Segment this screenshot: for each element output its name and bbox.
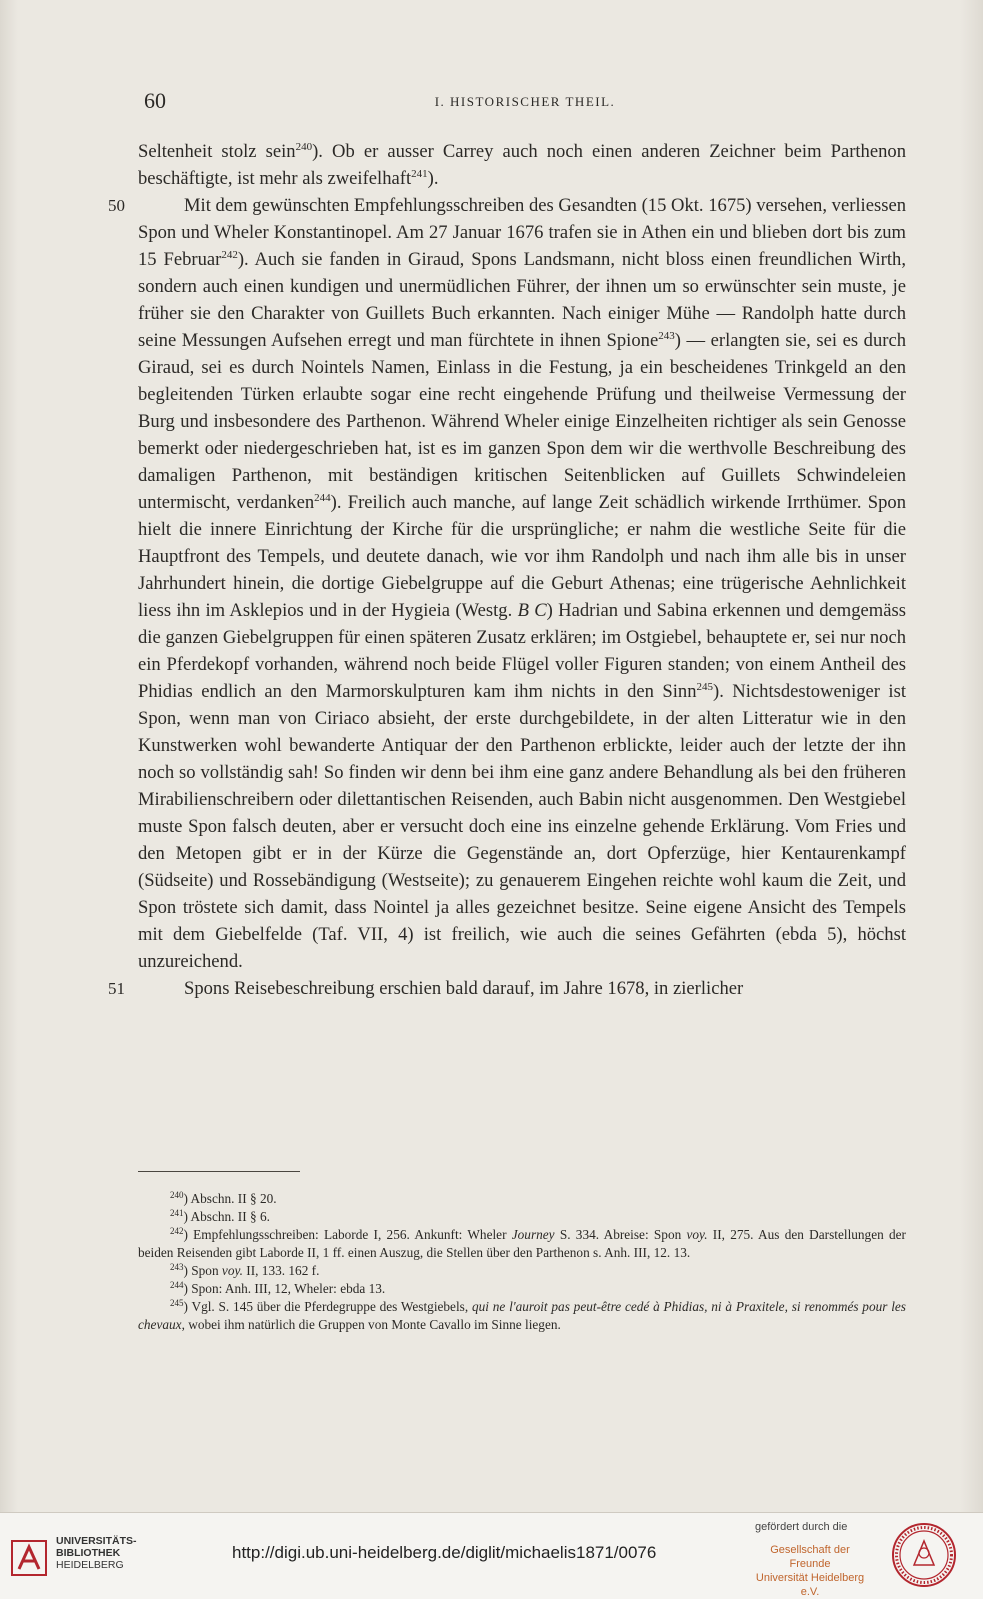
- permalink-url[interactable]: http://digi.ub.uni-heidelberg.de/diglit/michaelis1871/0076: [232, 1543, 657, 1562]
- footnote: $^{242}$) Empfehlungsschreiben: Laborde I, 256. Ankunft: Wheler Journey S. 334. Abreise: Spon voy. II, 275. Aus den Darstellungen der beiden Reisenden gibt Laborde II, 1 ff. einen Auszug, die Stellen über den Parthenon s. Anh. III, 12. 13.: [138, 1226, 906, 1260]
- paragraph: [108, 975, 906, 1002]
- footnote: $^{240}$) Abschn. II § 20.: [170, 1190, 277, 1206]
- running-head: I. HISTORISCHER THEIL.: [434, 94, 616, 109]
- logo-line: BIBLIOTHEK: [56, 1547, 121, 1559]
- footnotes: [138, 1190, 906, 1334]
- footnote-rule: [138, 1171, 300, 1172]
- logo-line: UNIVERSITÄTS-: [56, 1535, 137, 1547]
- footnote: $^{243}$) Spon voy. II, 133. 162 f.: [170, 1262, 320, 1278]
- paragraph: [108, 192, 906, 975]
- sponsor-name[interactable]: [750, 1543, 870, 1599]
- margin-number: 51: [108, 979, 125, 998]
- sponsor-label: gefördert durch die: [755, 1521, 848, 1533]
- body-text: [108, 138, 906, 1002]
- paragraph-text: Mit dem gewünschten Empfehlungsschreiben des Gesandten (15 Okt. 1675) versehen, verliessen Spon und Wheler Konstantinopel. Am 27 Januar 1676 trafen sie in Athen ein und blieben dort bis zum 15 Februar$^{242}$). Auch sie fanden in Giraud, Spons Landsmann, nicht bloss einen freundlichen Wirth, sondern auch einen kundigen und unermüdlichen Führer, der ihnen um so erwünschter sein muste, je früher sie den Charakter von Guillets Buch erkannten. Nach einiger Mühe — Randolph hatte durch seine Messungen Aufsehen erregt und man fürchtete in ihnen Spione$^{243}$) — erlangten sie, sei es durch Giraud, sei es durch Nointels Namen, Einlass in die Festung, ja ein bescheidenes Trinkgeld an den begleitenden Türken erlaubte sogar eine recht eingehende Prüfung und theilweise Vermessung der Burg und insbesondere des Parthenon. Während Wheler einige Einzelheiten richtiger als sein Genosse bemerkt oder niedergeschrieben hat, ist es im ganzen Spon dem wir die werthvolle Beschreibung des damaligen Parthenon, mit beständigen kritischen Seitenblicken auf Guillets Schwindeleien untermischt, verdanken$^{244}$). Freilich auch manche, auf lange Zeit schädlich wirkende Irrthümer. Spon hielt die innere Einrichtung der Kirche für die ursprüngliche; er nahm die westliche Seite für die Hauptfront des Tempels, und deutete danach, wie vor ihm Randolph und nach ihm alle bis in unser Jahrhundert hinein, die dortige Giebelgruppe auf die Geburt Athenas; eine trügerische Aehnlichkeit liess ihn im Asklepios und in der Hygieia (Westg. B C) Hadrian und Sabina erkennen und demgemäss die ganzen Giebelgruppen für einen späteren Zusatz erklären; im Ostgiebel, behauptete er, sei nur noch ein Pferdekopf vorhanden, während noch beide Flügel voller Figuren standen; von einem Antheil des Phidias endlich an den Marmorskulpturen kam ihm nichts in den Sinn$^{245}$). Nichtsdestoweniger ist Spon, wenn man von Ciriaco absieht, der erste durchgebildete, in der alten Litteratur wie in den Kunstwerken wohl bewanderte Antiquar der den Parthenon erblickte, leider auch der letzte der ihn noch so vollständig sah! So finden wir denn bei ihm eine ganz andere Behandlung als bei den früheren Mirabilienschreibern oder dilettantischen Reisenden, auch Babin nicht ausgenommen. Den Westgiebel muste Spon falsch deuten, aber er versucht doch eine ins einzelne gehende Erklärung. Vom Fries und den Metopen gibt er in der Kürze die Gegenstände an, dort Opferzüge, hier Kentaurenkampf (Südseite) und Rossebändigung (Westseite); zu genauerem Eingehen reichte wohl kaum die Zeit, und Spon tröstete sich damit, dass Nointel ja alles gezeichnet besitze. Seine eigene Ansicht des Tempels mit dem Giebelfelde (Taf. VII, 4) ist freilich, wie auch die seines Gefährten (ebda 5), höchst unzureichend.: [138, 195, 906, 972]
- page-number: 60: [144, 88, 166, 113]
- ub-heidelberg-logo-text: [56, 1535, 137, 1571]
- university-seal-icon: [890, 1521, 958, 1589]
- ub-heidelberg-logo-icon: [10, 1539, 48, 1577]
- footnote: $^{244}$) Spon: Anh. III, 12, Wheler: ebda 13.: [170, 1280, 386, 1296]
- logo-line: HEIDELBERG: [56, 1559, 124, 1571]
- paragraph-text: Spons Reisebeschreibung erschien bald darauf, im Jahre 1678, in zierlicher: [184, 978, 744, 999]
- digitization-footer: [0, 1512, 983, 1599]
- margin-number: 50: [108, 196, 125, 215]
- footnote: $^{245}$) Vgl. S. 145 über die Pferdegruppe des Westgiebels, qui ne l'auroit pas peut-être cedé à Phidias, ni à Praxitele, si renommés pour les chevaux, wobei ihm natürlich die Gruppen von Monte Cavallo im Sinne liegen.: [138, 1298, 906, 1332]
- sponsor-line: Universität Heidelberg e.V.: [755, 1572, 865, 1598]
- sponsor-line: Gesellschaft der Freunde: [770, 1544, 850, 1570]
- page-header: [140, 88, 910, 118]
- paragraph-text: Seltenheit stolz sein$^{240}$). Ob er ausser Carrey auch noch einen anderen Zeichner beim Parthenon beschäftigte, ist mehr als zweifelhaft$^{241}$).: [138, 141, 906, 189]
- paragraph: [138, 138, 906, 192]
- ub-heidelberg-logo[interactable]: [10, 1533, 137, 1583]
- footnote: $^{241}$) Abschn. II § 6.: [170, 1208, 270, 1224]
